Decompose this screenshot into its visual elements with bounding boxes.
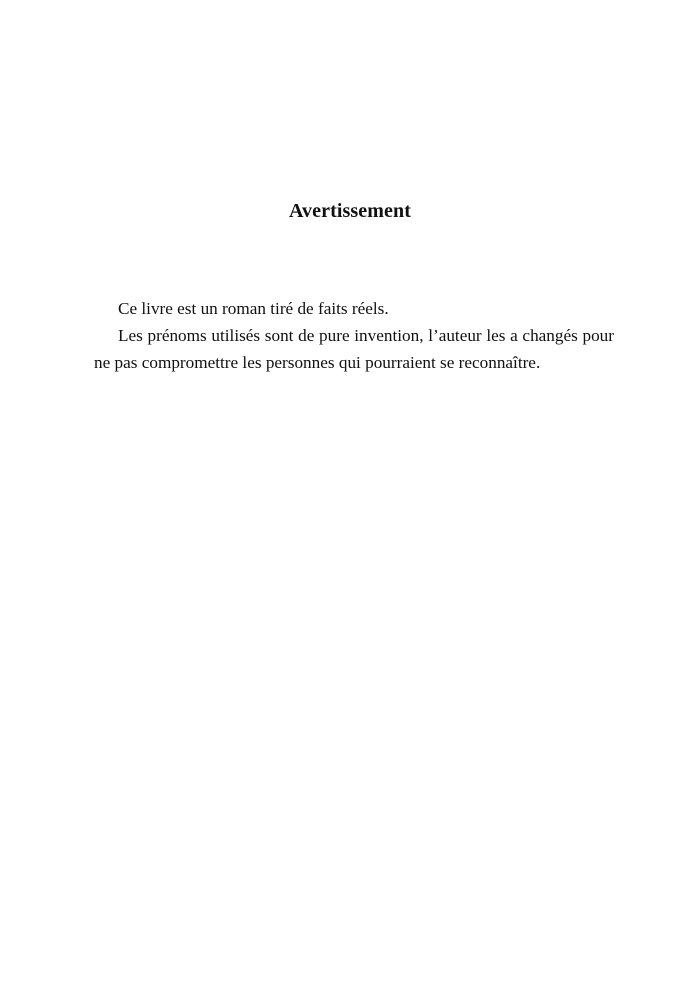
body-text: [94, 295, 614, 376]
paragraph-2: Les prénoms utilisés sont de pure invention, l’auteur les a changés pour ne pas compromettre les personnes qui pourraient se reconnaître.: [94, 326, 614, 372]
paragraph-1: Ce livre est un roman tiré de faits réels.: [118, 299, 389, 318]
page-title: Avertissement: [289, 200, 411, 222]
